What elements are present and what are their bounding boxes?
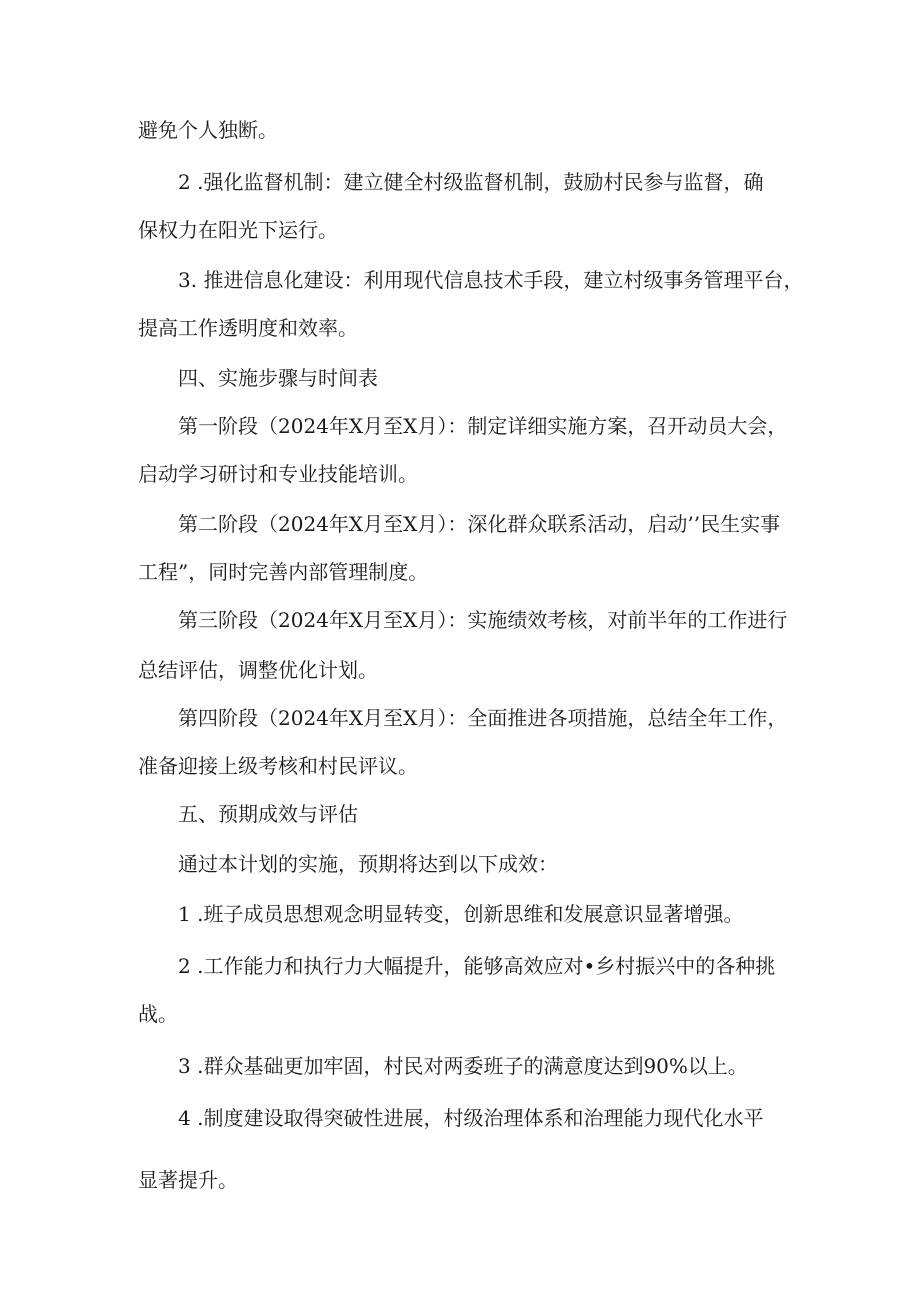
phase-2-line-1: 第二阶段（2024年X月至X月）：深化群众联系活动，启动’’民生实事 [178, 512, 781, 536]
list-item-2-line-1: 2 .强化监督机制：建立健全村级监督机制，鼓励村民参与监督，确 [178, 170, 764, 194]
list-item-2-line-2: 保权力在阳光下运行。 [138, 218, 338, 242]
phase-3-line-1: 第三阶段（2024年X月至X月）：实施绩效考核，对前半年的工作进行 [178, 608, 788, 632]
phase-3-line-2: 总结评估，调整优化计划。 [138, 658, 378, 682]
list-item-3-line-1: 3. 推进信息化建设：利用现代信息技术手段，建立村级事务管理平台， [178, 268, 804, 292]
list-item-3-line-2: 提高工作透明度和效率。 [138, 316, 358, 340]
phase-1-line-1: 第一阶段（2024年X月至X月）：制定详细实施方案，召开动员大会， [178, 414, 788, 438]
phase-4-line-1: 第四阶段（2024年X月至X月）：全面推进各项措施，总结全年工作， [178, 706, 788, 730]
phase-4-line-2: 准备迎接上级考核和村民评议。 [138, 754, 418, 778]
section-heading-5: 五、预期成效与评估 [178, 802, 358, 826]
section-heading-4: 四、实施步骤与时间表 [178, 366, 378, 390]
outcome-4-line-1: 4 .制度建设取得突破性进展，村级治理体系和治理能力现代化水平 [178, 1106, 764, 1130]
outcome-4-line-2: 显著提升。 [138, 1168, 238, 1192]
outcome-3-line: 3 .群众基础更加牢固，村民对两委班子的满意度达到90%以上。 [178, 1054, 748, 1078]
outcome-2-line-1: 2 .工作能力和执行力大幅提升，能够高效应对•乡村振兴中的各种挑 [178, 954, 776, 978]
paragraph-line: 避免个人独断。 [138, 118, 278, 142]
intro-line: 通过本计划的实施，预期将达到以下成效： [178, 852, 558, 876]
phase-2-line-2: 工程”，同时完善内部管理制度。 [138, 560, 429, 584]
outcome-2-line-2: 战。 [138, 1002, 178, 1026]
phase-1-line-2: 启动学习研讨和专业技能培训。 [138, 462, 418, 486]
outcome-1-line: 1 .班子成员思想观念明显转变，创新思维和发展意识显著增强。 [178, 902, 744, 926]
